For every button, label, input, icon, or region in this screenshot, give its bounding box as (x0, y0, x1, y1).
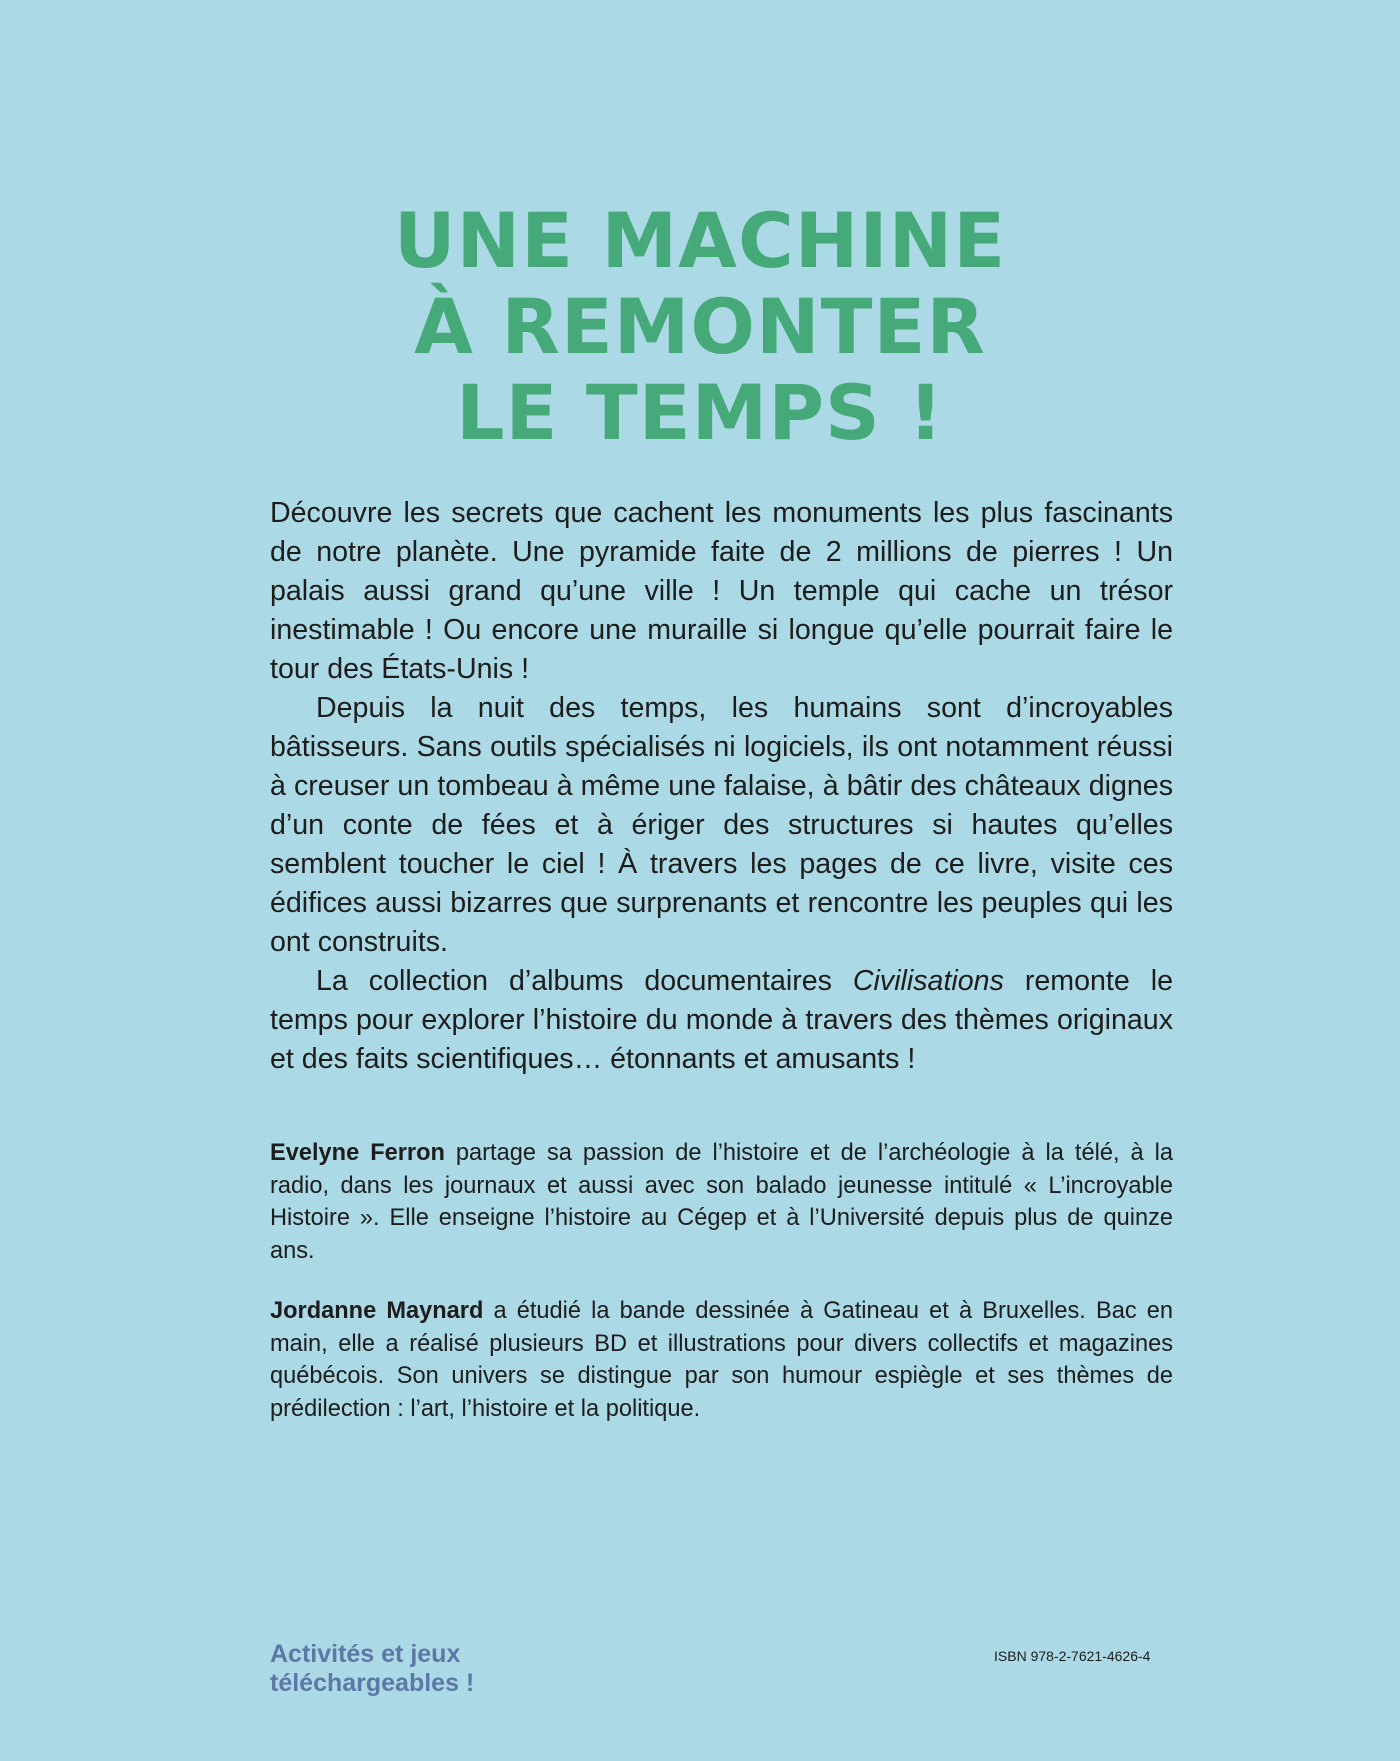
title-line-1: UNE MACHINE (393, 196, 1007, 285)
activities-line-2: téléchargeables ! (270, 1669, 475, 1697)
blurb-paragraph-3-intro: La collection d’albums documentaires (316, 965, 853, 997)
cover-title (0, 198, 1400, 456)
blurb-paragraph-2: Depuis la nuit des temps, les humains sont d’incroyables bâtisseurs. Sans outils spécialisés ni logiciels, ils ont notamment réussi à creuser un tombeau à même une falaise, à bâtir des châteaux dignes d’un conte de fées et à ériger des structures si hautes qu’elles semblent toucher le ciel ! À travers les pages de ce livre, visite ces édifices aussi bizarres que surprenants et rencontre les peuples qui les ont construits. (270, 692, 1173, 958)
title-line-2: À REMONTER (414, 282, 986, 371)
author-name: Evelyne Ferron (270, 1140, 445, 1166)
blurb (270, 494, 1173, 1079)
illustrator-bio (270, 1295, 1173, 1425)
author-bio-text: partage sa passion de l’histoire et de l’archéologie à la télé, à la radio, dans les journaux et aussi avec son balado jeunesse intitulé « L’incroyable Histoire ». Elle enseigne l’histoire au Cégep et à l’Université depuis plus de quinze ans. (270, 1140, 1173, 1264)
title-line-3: LE TEMPS ! (456, 368, 944, 457)
series-name: Civilisations (852, 965, 1004, 997)
blurb-paragraph-1: Découvre les secrets que cachent les monuments les plus fascinants de notre planète. Une pyramide faite de 2 millions de pierres ! Un palais aussi grand qu’une ville ! Un temple qui cache un trésor inestimable ! Ou encore une muraille si longue qu’elle pourrait faire le tour des États-Unis ! (270, 497, 1173, 685)
illustrator-name: Jordanne Maynard (270, 1298, 484, 1324)
downloadable-activities-note (270, 1640, 474, 1698)
activities-line-1: Activités et jeux (270, 1640, 461, 1668)
illustrator-bio-text: a étudié la bande dessinée à Gatineau et à Bruxelles. Bac en main, elle a réalisé plusieurs BD et illustrations pour divers collectifs et magazines québécois. Son univers se distingue par son humour espiègle et ses thèmes de prédilection : l’art, l’histoire et la politique. (270, 1298, 1173, 1422)
blurb-paragraph-3 (270, 962, 1173, 1079)
author-bio (270, 1137, 1173, 1267)
isbn: ISBN 978-2-7621-4626-4 (994, 1648, 1151, 1664)
blurb-paragraph-3-rest: remonte le temps pour explorer l’histoire du monde à travers des thèmes originaux et des faits scientifiques… étonnants et amusants ! (270, 965, 1173, 1075)
